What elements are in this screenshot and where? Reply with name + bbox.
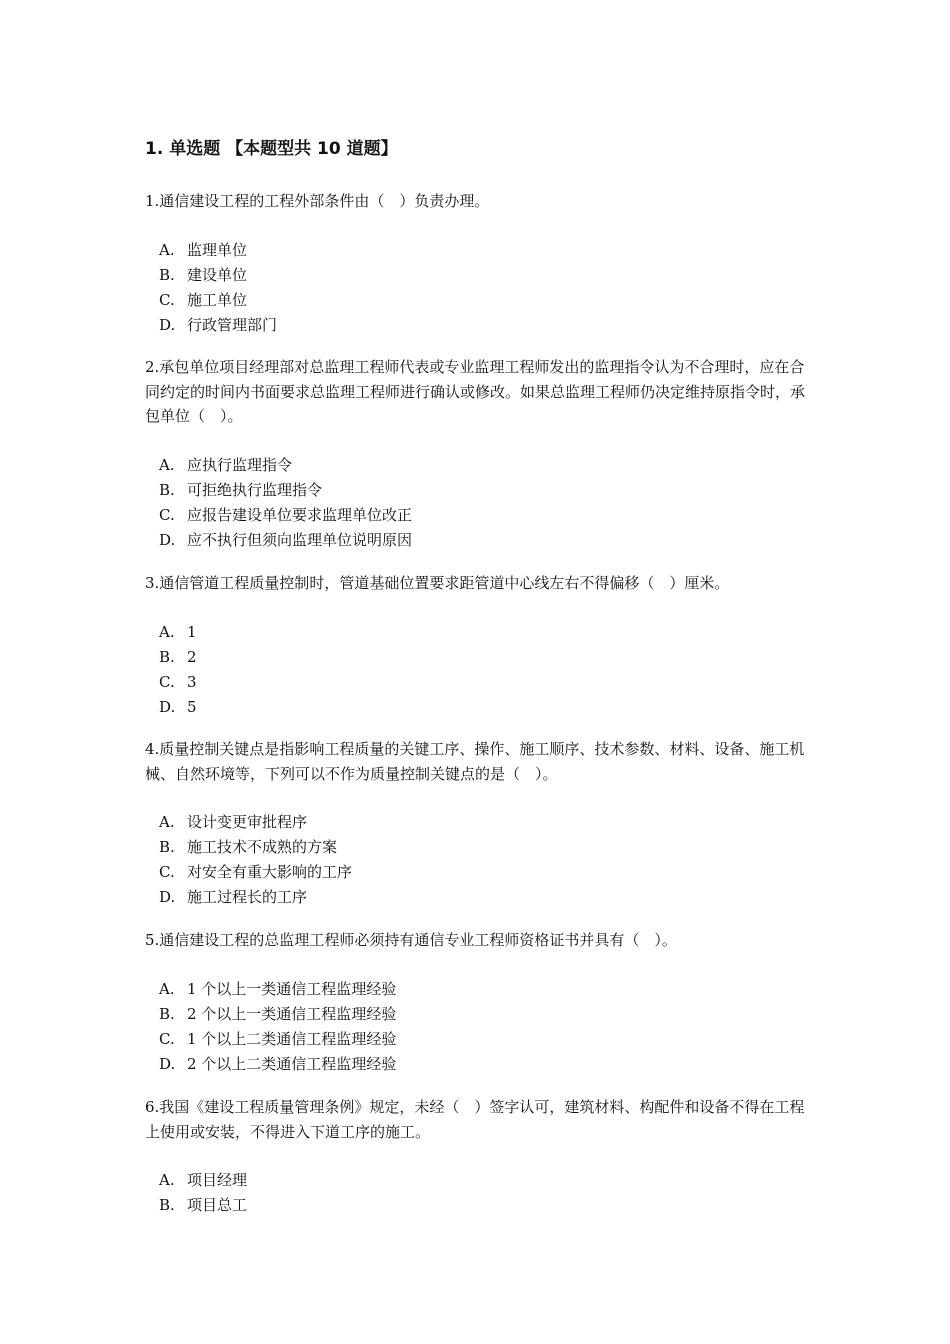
option-item	[159, 1002, 396, 1027]
option-item	[159, 620, 197, 645]
option-text: 1 个以上二类通信工程监理经验	[187, 1030, 397, 1048]
option-text: 2	[187, 648, 197, 666]
option-text: 监理单位	[187, 241, 248, 259]
option-item	[159, 835, 352, 860]
option-text: 应报告建设单位要求监理单位改正	[187, 506, 413, 524]
question-1-stem: 1.通信建设工程的工程外部条件由（ ）负责办理。	[145, 192, 490, 210]
option-text: 项目经理	[187, 1171, 248, 1189]
question-3-stem: 3.通信管道工程质量控制时，管道基础位置要求距管道中心线左右不得偏移（ ）厘米。	[145, 574, 730, 592]
question-4-stem: 4.质量控制关键点是指影响工程质量的关键工序、操作、施工顺序、技术参数、材料、设备、施工机械、自然环境等，下列可以不作为质量控制关键点的是（ ）。	[145, 740, 805, 783]
question-6-stem: 6.我国《建设工程质量管理条例》规定，未经（ ）签字认可，建筑材料、构配件和设备不得在工程上使用或安装，不得进入下道工序的施工。	[145, 1098, 805, 1141]
option-text: 施工过程长的工序	[187, 888, 308, 906]
option-item	[159, 1027, 396, 1052]
option-item	[159, 238, 277, 263]
option-text: 对安全有重大影响的工序	[187, 863, 353, 881]
option-item	[159, 670, 197, 695]
option-letter: C.	[159, 673, 175, 691]
option-letter: D.	[159, 531, 176, 549]
option-item	[159, 478, 412, 503]
option-item	[159, 695, 197, 720]
option-text: 应执行监理指令	[187, 456, 293, 474]
option-item	[159, 1168, 247, 1193]
option-letter: D.	[159, 1055, 176, 1073]
option-letter: D.	[159, 316, 176, 334]
question-5-stem: 5.通信建设工程的总监理工程师必须持有通信专业工程师资格证书并具有（ ）。	[145, 931, 677, 949]
option-text: 项目总工	[187, 1196, 248, 1214]
option-letter: A.	[159, 456, 175, 474]
option-letter: A.	[159, 1171, 175, 1189]
question-2-stem: 2.承包单位项目经理部对总监理工程师代表或专业监理工程师发出的监理指令认为不合理时，应在合同约定的时间内书面要求总监理工程师进行确认或修改。如果总监理工程师仍决定维持原指令时，承包单位（ ）。	[145, 358, 806, 425]
option-text: 设计变更审批程序	[187, 813, 308, 831]
option-item	[159, 645, 197, 670]
option-letter: B.	[159, 266, 175, 284]
option-letter: A.	[159, 980, 175, 998]
option-item	[159, 528, 412, 553]
question-1-options	[159, 238, 277, 338]
question-6-options	[159, 1168, 247, 1218]
question-4-options	[159, 810, 352, 910]
option-letter: C.	[159, 291, 175, 309]
option-letter: B.	[159, 1196, 175, 1214]
option-item	[159, 263, 277, 288]
option-letter: B.	[159, 481, 175, 499]
option-item	[159, 860, 352, 885]
option-letter: A.	[159, 241, 175, 259]
option-item	[159, 503, 412, 528]
option-text: 2 个以上一类通信工程监理经验	[187, 1005, 397, 1023]
option-text: 建设单位	[187, 266, 248, 284]
option-text: 行政管理部门	[187, 316, 278, 334]
option-item	[159, 977, 396, 1002]
option-item	[159, 453, 412, 478]
option-item	[159, 313, 277, 338]
option-text: 应不执行但须向监理单位说明原因	[187, 531, 413, 549]
question-5-options	[159, 977, 396, 1077]
option-letter: C.	[159, 1030, 175, 1048]
option-text: 1	[187, 623, 197, 641]
question-3-options	[159, 620, 197, 720]
option-letter: D.	[159, 888, 176, 906]
option-letter: D.	[159, 698, 176, 716]
option-letter: C.	[159, 506, 175, 524]
option-text: 5	[187, 698, 197, 716]
option-letter: A.	[159, 623, 175, 641]
option-item	[159, 885, 352, 910]
option-letter: B.	[159, 838, 175, 856]
option-text: 3	[187, 673, 197, 691]
option-letter: A.	[159, 813, 175, 831]
section-title: 1. 单选题 【本题型共 10 道题】	[145, 139, 398, 159]
option-item	[159, 1052, 396, 1077]
option-text: 可拒绝执行监理指令	[187, 481, 323, 499]
option-letter: B.	[159, 648, 175, 666]
option-text: 施工技术不成熟的方案	[187, 838, 338, 856]
question-2-options	[159, 453, 412, 553]
option-letter: C.	[159, 863, 175, 881]
option-item	[159, 810, 352, 835]
option-text: 1 个以上一类通信工程监理经验	[187, 980, 397, 998]
option-item	[159, 1193, 247, 1218]
option-letter: B.	[159, 1005, 175, 1023]
option-text: 2 个以上二类通信工程监理经验	[187, 1055, 397, 1073]
option-text: 施工单位	[187, 291, 248, 309]
option-item	[159, 288, 277, 313]
